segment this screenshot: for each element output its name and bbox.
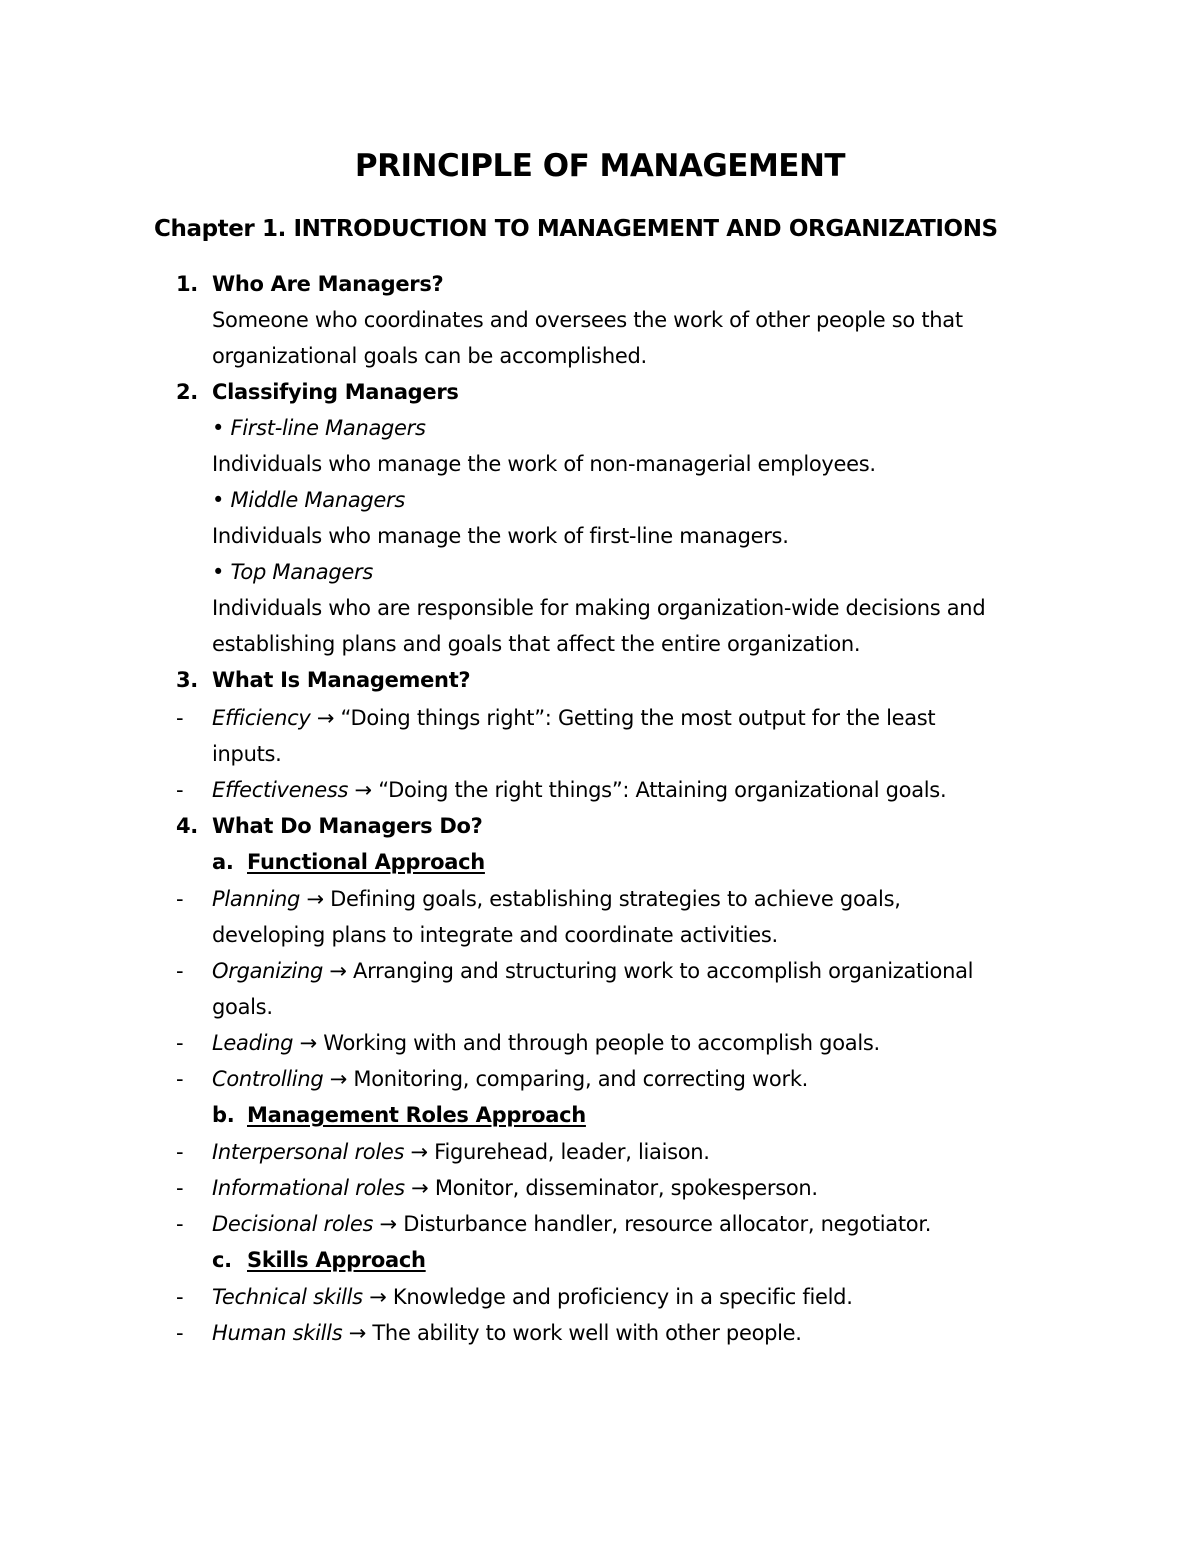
informational-item [212, 1170, 818, 1206]
dash-marker: - [176, 959, 184, 983]
middle-managers-term: Middle Managers [230, 488, 406, 512]
dash-marker: - [176, 1067, 184, 1091]
technical-skills-term: Technical skills [212, 1285, 363, 1309]
organizing-desc: → Arranging and structuring work to accomplish organizational [323, 959, 974, 983]
subsection-a-letter: a. [212, 850, 234, 874]
bullet-icon: • [212, 416, 225, 440]
first-line-managers-item [212, 410, 426, 446]
management-roles-heading [212, 1097, 586, 1133]
efficiency-desc: → “Doing things right”: Getting the most output for the least [310, 706, 936, 730]
dash-marker: - [176, 887, 184, 911]
section-2-number: 2. [176, 380, 198, 404]
controlling-term: Controlling [212, 1067, 324, 1091]
organizing-term: Organizing [212, 959, 324, 983]
decisional-term: Decisional roles [212, 1212, 374, 1236]
organizing-item [212, 953, 973, 989]
middle-managers-desc: Individuals who manage the work of first-line managers. [212, 524, 789, 548]
interpersonal-item [212, 1134, 710, 1170]
section-3-number: 3. [176, 668, 198, 692]
first-line-managers-desc: Individuals who manage the work of non-managerial employees. [212, 452, 876, 476]
top-managers-item [212, 554, 373, 590]
efficiency-term: Efficiency [212, 706, 311, 730]
planning-desc-line2: developing plans to integrate and coordinate activities. [212, 923, 778, 947]
first-line-managers-term: First-line Managers [230, 416, 426, 440]
dash-marker: - [176, 1321, 184, 1345]
informational-desc: → Monitor, disseminator, spokesperson. [404, 1176, 818, 1200]
subsection-b-letter: b. [212, 1103, 235, 1127]
top-managers-desc-line2: establishing plans and goals that affect the entire organization. [212, 632, 861, 656]
middle-managers-item [212, 482, 405, 518]
interpersonal-term: Interpersonal roles [212, 1140, 405, 1164]
section-1-text-line1: Someone who coordinates and oversees the work of other people so that [212, 308, 963, 332]
section-4-number: 4. [176, 814, 198, 838]
organizing-desc-line2: goals. [212, 995, 273, 1019]
effectiveness-desc: → “Doing the right things”: Attaining organizational goals. [348, 778, 947, 802]
human-skills-term: Human skills [212, 1321, 343, 1345]
decisional-desc: → Disturbance handler, resource allocator, negotiator. [373, 1212, 932, 1236]
section-1-text-line2: organizational goals can be accomplished. [212, 344, 647, 368]
controlling-desc: → Monitoring, comparing, and correcting work. [323, 1067, 809, 1091]
human-skills-item [212, 1315, 802, 1351]
subsection-c-letter: c. [212, 1248, 232, 1272]
leading-term: Leading [212, 1031, 294, 1055]
leading-desc: → Working with and through people to accomplish goals. [293, 1031, 880, 1055]
skills-approach-title: Skills Approach [247, 1248, 426, 1272]
dash-marker: - [176, 1140, 184, 1164]
section-1-number: 1. [176, 272, 198, 296]
skills-approach-heading [212, 1242, 426, 1278]
management-roles-title: Management Roles Approach [247, 1103, 586, 1127]
dash-marker: - [176, 1031, 184, 1055]
section-2-heading: Classifying Managers [212, 380, 459, 404]
planning-item [212, 881, 901, 917]
efficiency-item [212, 700, 935, 736]
section-1-heading: Who Are Managers? [212, 272, 444, 296]
effectiveness-term: Effectiveness [212, 778, 349, 802]
dash-marker: - [176, 706, 184, 730]
human-skills-desc: → The ability to work well with other people. [342, 1321, 802, 1345]
functional-approach-heading [212, 844, 485, 880]
planning-term: Planning [212, 887, 301, 911]
dash-marker: - [176, 1285, 184, 1309]
efficiency-desc-line2: inputs. [212, 742, 282, 766]
section-4-heading: What Do Managers Do? [212, 814, 483, 838]
technical-skills-item [212, 1279, 853, 1315]
decisional-item [212, 1206, 931, 1242]
top-managers-term: Top Managers [230, 560, 373, 584]
informational-term: Informational roles [212, 1176, 405, 1200]
interpersonal-desc: → Figurehead, leader, liaison. [404, 1140, 710, 1164]
bullet-icon: • [212, 560, 225, 584]
document-title: PRINCIPLE OF MANAGEMENT [354, 148, 846, 184]
controlling-item [212, 1061, 808, 1097]
dash-marker: - [176, 1176, 184, 1200]
dash-marker: - [176, 778, 184, 802]
leading-item [212, 1025, 880, 1061]
technical-skills-desc: → Knowledge and proficiency in a specific field. [362, 1285, 853, 1309]
top-managers-desc-line1: Individuals who are responsible for making organization-wide decisions and [212, 596, 986, 620]
bullet-icon: • [212, 488, 225, 512]
dash-marker: - [176, 1212, 184, 1236]
effectiveness-item [212, 772, 946, 808]
section-3-heading: What Is Management? [212, 668, 471, 692]
planning-desc: → Defining goals, establishing strategies to achieve goals, [300, 887, 901, 911]
functional-approach-title: Functional Approach [247, 850, 485, 874]
chapter-title: Chapter 1. INTRODUCTION TO MANAGEMENT AND ORGANIZATIONS [154, 216, 998, 242]
